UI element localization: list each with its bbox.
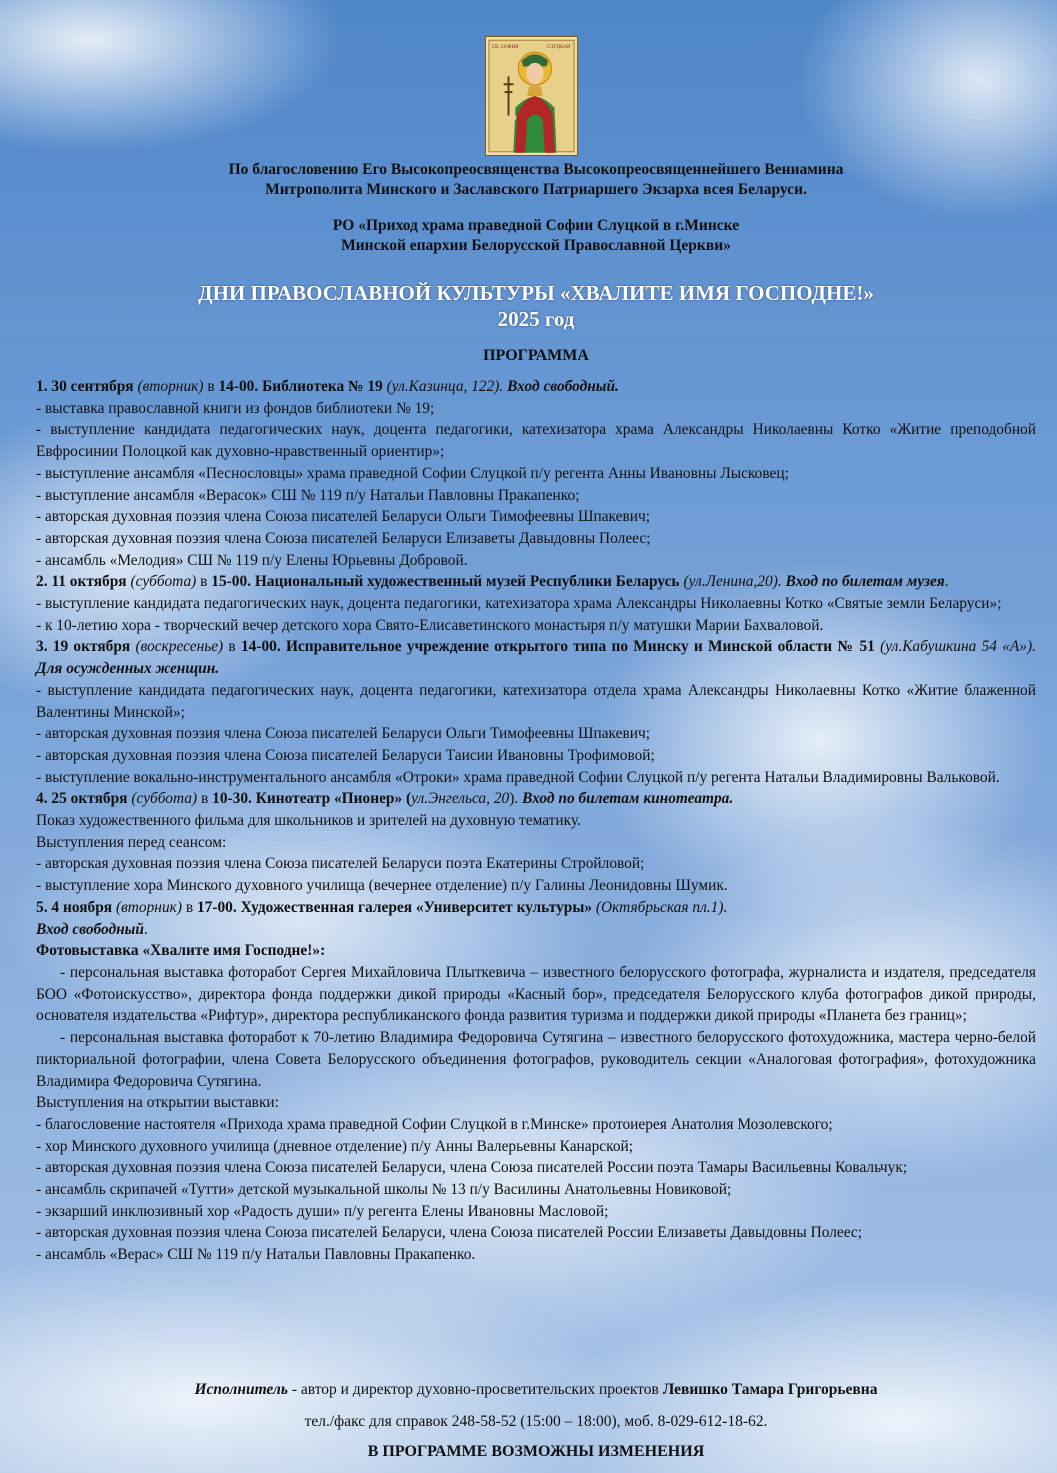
list-item: - ансамбль скрипачей «Тутти» детской музыкальной школы № 13 п/у Василины Анатольевны Новиковой; <box>36 1181 732 1199</box>
list-item: - авторская духовная поэзия члена Союза писателей Беларуси поэта Екатерины Стройловой; <box>36 855 645 873</box>
event-4-performances-heading: Выступления перед сеансом: <box>36 833 227 851</box>
opening-heading: Выступления на открытии выставки: <box>36 1094 279 1112</box>
list-item: - благословение настоятеля «Прихода храма праведной Софии Слуцкой в г.Минске» протоиерея Анатолия Мозолевского; <box>36 1115 833 1133</box>
list-item: - выступление ансамбля «Песнословцы» храма праведной Софии Слуцкой п/у регента Анны Ивановны Лысковец; <box>36 464 789 482</box>
exhibition-paragraph-2: - персональная выставка фоторабот к 70-летию Владимира Федоровича Сутягина – известного белорусского фотохудожника, мастера черно-белой пикториальной фотографии, члена Совета Белорусского объединения фотографов, руководитель секции «Аналоговая фотография», фотохудожника Владимира Федоровича Сутягина. <box>36 1029 1036 1090</box>
program-heading: ПРОГРАММА <box>483 347 589 364</box>
list-item: - авторская духовная поэзия члена Союза писателей Беларуси, члена Союза писателей России Елизаветы Давыдовны Полеес; <box>36 1224 863 1242</box>
page-year: 2025 год <box>497 307 575 331</box>
event-5-entry: Вход свободный. <box>36 920 148 938</box>
organization-line-2: Минской епархии Белорусской Православной Церкви» <box>341 237 731 254</box>
list-item: - к 10-летию хора - творческий вечер детского хора Свято-Елисаветинского монастыря п/у матушки Марии Бахваловой. <box>36 616 824 634</box>
list-item: - авторская духовная поэзия члена Союза писателей Беларуси, члена Союза писателей России поэта Тамары Васильевны Ковальчук; <box>36 1159 908 1177</box>
list-item: - ансамбль «Мелодия» СШ № 119 п/у Елены Юрьевны Добровой. <box>36 551 468 569</box>
exhibition-title: Фотовыставка «Хвалите имя Господне!»: <box>36 942 326 960</box>
event-5-header: 5. 4 ноября (вторник) в 17-00. Художественная галерея «Университет культуры» (Октябрьская пл.1). <box>36 898 728 916</box>
event-2-header: 2. 11 октября (суббота) в 15-00. Национальный художественный музей Республики Беларусь (ул.Ленина,20). Вход по билетам музея. <box>36 573 949 591</box>
exhibition-paragraph-1: - персональная выставка фоторабот Сергея Михайловича Плыткевича – известного белорусского фотографа, журналиста и издателя, председателя БОО «Фотоискусство», директора фонда поддержки дикой природы «Касный бор», председателя Белорусского клуба фотографов дикой природы, основателя издательства «Рифтур», директора республиканского фонда развития туризма и поддержки дикой природы «Планета без границ»; <box>36 963 1036 1025</box>
icon-caption-right: СЛУЦКАЯ <box>546 45 571 51</box>
list-item: - авторская духовная поэзия члена Союза писателей Беларуси Ольги Тимофеевны Шпакевич; <box>36 508 651 526</box>
program-body <box>36 376 1036 1266</box>
page-title: ДНИ ПРАВОСЛАВНОЙ КУЛЬТУРЫ «ХВАЛИТЕ ИМЯ ГОСПОДНЕ!» <box>198 281 874 305</box>
saint-sophia-icon <box>485 36 578 156</box>
event-3-header: 3. 19 октября (воскресенье) в 14-00. Исправительное учреждение открытого типа по Минску и Минской области № 51 (ул.Кабушкина 54 «А»). Для осужденных женщин. <box>36 638 1036 678</box>
blessing-line-2: Митрополита Минского и Заславского Патриаршего Экзарха всея Беларуси. <box>265 181 807 198</box>
list-item: - выступление вокально-инструментального ансамбля «Отроки» храма праведной Софии Слуцкой п/у регента Натальи Владимировны Вальковой. <box>36 768 1000 786</box>
organization-line-1: РО «Приход храма праведной Софии Слуцкой в г.Минске <box>332 217 740 234</box>
event-4-header: 4. 25 октября (суббота) в 10-30. Кинотеатр «Пионер» (ул.Энгельса, 20). Вход по билетам кинотеатра. <box>36 790 734 808</box>
list-item: - ансамбль «Верас» СШ № 119 п/у Натальи Павловны Пракапенко. <box>36 1246 476 1264</box>
list-item: - хор Минского духовного училища (дневное отделение) п/у Анны Валерьевны Канарской; <box>36 1137 634 1155</box>
blessing-line-1: По благословению Его Высокопреосвященства Высокопреосвященнейшего Вениамина <box>228 161 844 178</box>
list-item: - авторская духовная поэзия члена Союза писателей Беларуси Таисии Ивановны Трофимовой; <box>36 746 655 764</box>
icon-caption-left: СВ. СОФИЯ <box>491 45 519 51</box>
list-item: - авторская духовная поэзия члена Союза писателей Беларуси Ольги Тимофеевны Шпакевич; <box>36 725 651 743</box>
performer-line: Исполнитель - автор и директор духовно-просветительских проектов Левишко Тамара Григорьевна <box>194 1381 878 1398</box>
list-item: - выступление кандидата педагогических наук, доцента педагогики, катехизатора отдела храма Александры Николаевны Котко «Житие блаженной Валентины Минской»; <box>36 681 1036 721</box>
list-item: - авторская духовная поэзия члена Союза писателей Беларуси Елизаветы Давыдовны Полеес; <box>36 529 651 547</box>
list-item: - выступление ансамбля «Верасок» СШ № 119 п/у Натальи Павловны Пракапенко; <box>36 486 580 504</box>
list-item: - экзарший инклюзивный хор «Радость души» п/у регента Елены Ивановны Масловой; <box>36 1202 609 1220</box>
event-1-header: 1. 30 сентября (вторник) в 14-00. Библиотека № 19 (ул.Казинца, 122). Вход свободный. <box>36 378 619 395</box>
changes-notice: В ПРОГРАММЕ ВОЗМОЖНЫ ИЗМЕНЕНИЯ <box>367 1443 705 1460</box>
organization-text <box>36 216 1036 256</box>
list-item: - выступление хора Минского духовного училища (вечернее отделение) п/у Галины Леонидовны Шумик. <box>36 877 728 895</box>
contacts-line: тел./факс для справок 248-58-52 (15:00 – 18:00), моб. 8-029-612-18-62. <box>304 1413 768 1430</box>
list-item: - выступление кандидата педагогических наук, доцента педагогики, катехизатора храма Александры Николаевны Котко «Святые земли Беларуси»; <box>36 595 1002 613</box>
blessing-text <box>36 160 1036 200</box>
list-item: - выступление кандидата педагогических наук, доцента педагогики, катехизатора храма Александры Николаевны Котко «Житие преподобной Евфросинии Полоцкой как духовно-нравственный ориентир»; <box>36 421 1036 461</box>
event-4-description: Показ художественного фильма для школьников и зрителей на духовную тематику. <box>36 812 581 830</box>
list-item: - выставка православной книги из фондов библиотеки № 19; <box>36 399 435 417</box>
